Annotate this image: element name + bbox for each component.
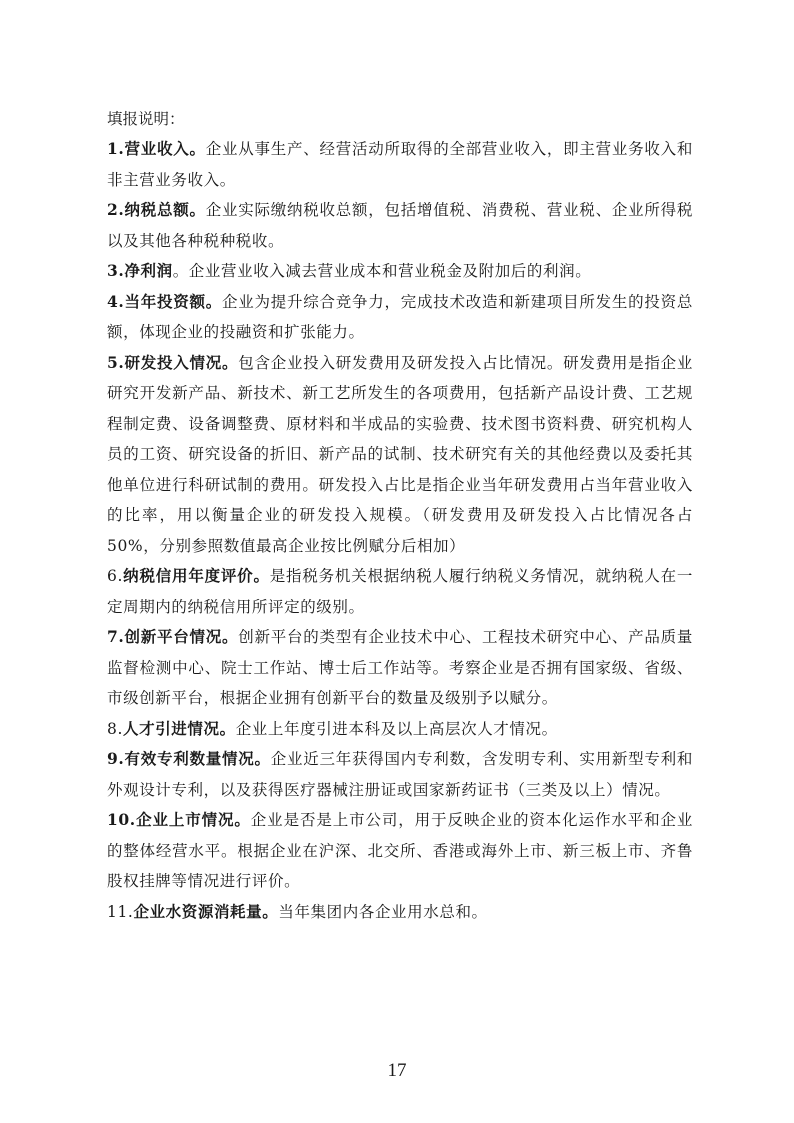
item-text: 企业是否是上市公司，用于反映企业的资本化运作水平和企业的整体经营水平。根据企业在沪深、北交所、香港或海外上市、新三板上市、齐鲁股权挂牌等情况进行评价。 [107,811,694,890]
item-term: 营业收入。 [124,139,206,158]
item-term: 创新平台情况。 [124,627,239,646]
item-text: 企业为提升综合竞争力，完成技术改造和新建项目所发生的投资总额，体现企业的投融资和扩张能力。 [107,292,693,341]
item-number: 10. [107,810,136,829]
item-talent [107,714,693,745]
item-number: 4. [107,291,125,311]
item-text: 。企业营业收入减去营业成本和营业税金及附加后的利润。 [172,262,592,280]
item-water-consumption [107,897,693,928]
item-innovation-platform [107,622,693,714]
item-text: 创新平台的类型有企业技术中心、工程技术研究中心、产品质量监督检测中心、院士工作站、博士后工作站等。考察企业是否拥有国家级、省级、市级创新平台，根据企业拥有创新平台的数量及级别予以赋分。 [107,628,693,707]
item-rd-investment [107,348,693,562]
item-number: 9. [107,749,125,768]
item-term: 纳税信用年度评价。 [123,566,270,585]
item-number: 1. [107,139,125,158]
item-text: 包含企业投入研发费用及研发投入占比情况。研发费用是指企业研究开发新产品、新技术、新工艺所发生的各项费用，包括新产品设计费、工艺规程制定费、设备调整费、原材料和半成品的实验费、技术图书资料费、研究机构人员的工资、研究设备的折旧、新产品的试制、技术研究有关的其他经费以及委托其他单位进行科研试制的费用。研发投入占比是指企业当年研发费用占当年营业收入的比率，用以衡量企业的研发投入规模。（研发费用及研发投入占比情况各占50%，分别参照数值最高企业按比例赋分后相加） [107,353,693,555]
item-text: 企业从事生产、经营活动所取得的全部营业收入，即主营业务收入和非主营业务收入。 [107,140,693,189]
item-number: 11. [107,902,134,921]
item-number: 2. [107,200,125,219]
item-listing [107,805,693,897]
item-term: 当年投资额。 [124,291,223,311]
item-term: 净利润 [124,261,173,280]
item-number: 3. [107,261,125,280]
item-text: 当年集团内各企业用水总和。 [278,902,488,921]
item-tax-credit [107,561,693,622]
item-number: 8. [107,719,123,738]
item-term: 人才引进情况。 [123,718,236,738]
item-annual-investment [107,287,693,348]
page-number: 17 [387,1060,407,1081]
item-text: 企业实际缴纳税收总额，包括增值税、消费税、营业税、企业所得税以及其他各种税种税收。 [107,201,693,250]
item-tax-total [107,195,693,256]
item-patents [107,744,693,805]
item-term: 纳税总额。 [124,200,206,219]
item-term: 有效专利数量情况。 [124,749,271,768]
item-term: 企业水资源消耗量。 [133,901,279,921]
section-heading: 填报说明： [107,110,185,128]
item-text: 是指税务机关根据纳税人履行纳税义务情况，就纳税人在一定周期内的纳税信用所评定的级别。 [107,567,693,616]
item-text: 企业近三年获得国内专利数，含发明专利、实用新型专利和外观设计专利，以及获得医疗器械注册证或国家新药证书（三类及以上）情况。 [107,750,693,799]
document-body [107,104,693,927]
item-net-profit [107,256,693,287]
item-number: 7. [107,627,125,646]
item-term: 企业上市情况。 [135,810,251,829]
item-text: 企业上年度引进本科及以上高层次人才情况。 [235,719,558,738]
item-number: 5. [107,352,125,372]
item-revenue [107,134,693,195]
item-term: 研发投入情况。 [124,352,239,372]
item-number: 6. [107,567,123,585]
